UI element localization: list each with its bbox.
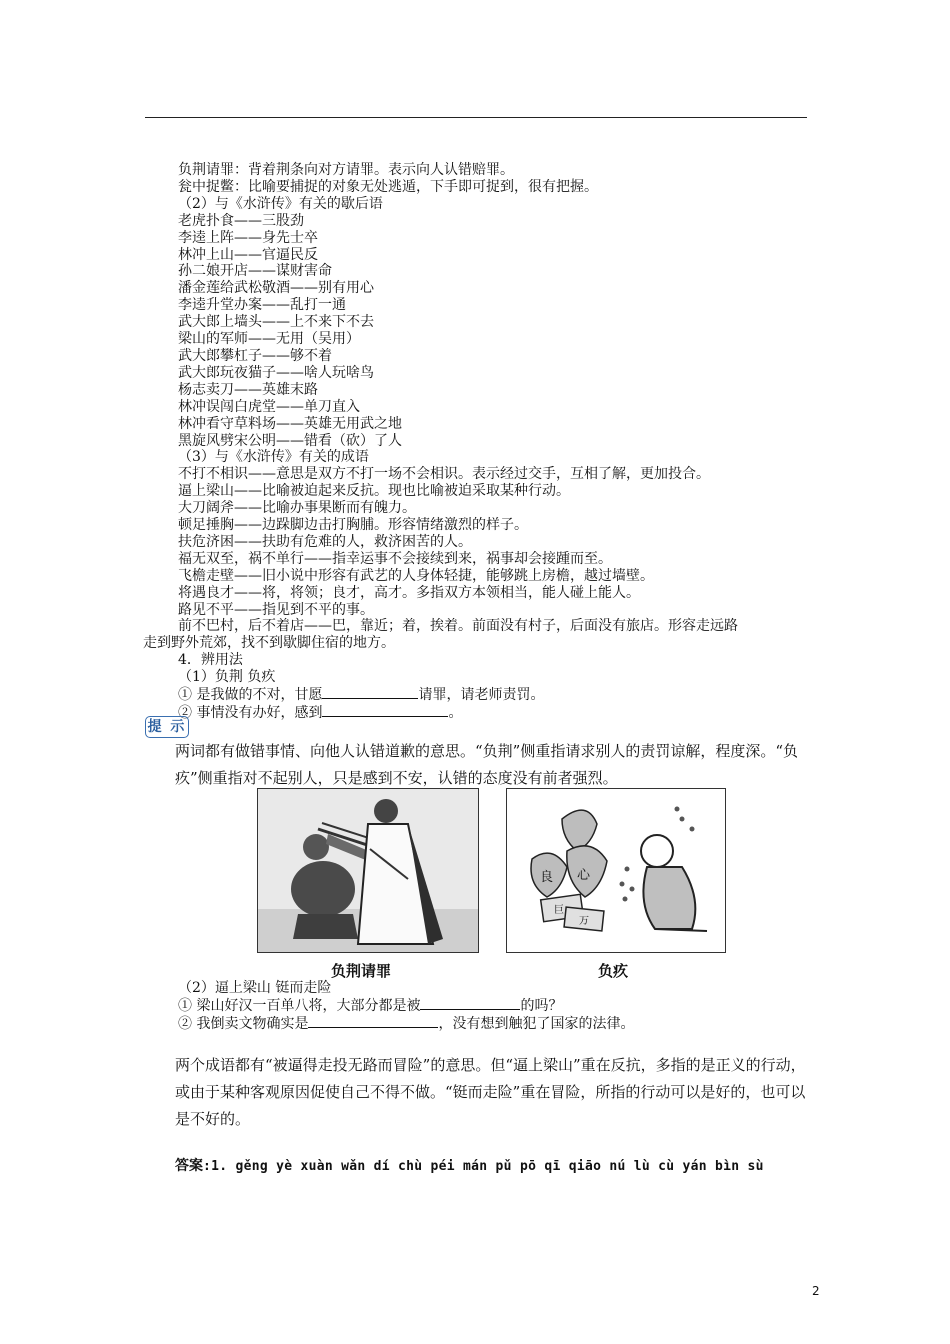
exercise-text: ② 我倒卖文物确实是 [178, 1015, 309, 1032]
exercise-line [178, 997, 818, 1015]
fujing-drawing [258, 789, 478, 952]
text-line: 路见不平——指见到不平的事。 [178, 601, 374, 618]
exercise-line [178, 686, 818, 704]
exercise-line [178, 704, 818, 722]
explain-text: 两个成语都有“被逼得走投无路而冒险”的意思。但“逼上梁山”重在反抗，多指的是正义的行动，或由于某种客观原因促使自己不得不做。“铤而走险”重在冒险，所指的行动可以是好的，也可以是不好的。 [175, 1056, 806, 1128]
header-rule [145, 117, 807, 118]
text-line: 负荆请罪：背着荆条向对方请罪。表示向人认错赔罪。 [178, 162, 514, 178]
tip-badge: 提 示 [145, 716, 189, 738]
caption-right: 负疚 [598, 962, 629, 980]
text-line: 孙二娘开店——谋财害命 [178, 263, 332, 280]
exercise-text: ② 事情没有办好，感到 [178, 705, 323, 721]
text-line: 瓮中捉鳖：比喻要捕捉的对象无处逃遁，下手即可捉到，很有把握。 [178, 178, 598, 195]
text-line: 李逵上阵——身先士卒 [178, 229, 318, 246]
section-heading: （2）逼上梁山 铤而走险 [178, 980, 332, 996]
exercise-text: 。 [448, 705, 463, 721]
text-line: 前不巴村，后不着店——巴，靠近；着，挨着。前面没有村子，后面没有旅店。形容走远路 [178, 618, 738, 635]
text-line: 梁山的军师——无用（吴用） [178, 331, 360, 348]
tip-paragraph [145, 738, 807, 792]
text-line: 福无双至，祸不单行——指幸运事不会接续到来，祸事却会接踵而至。 [178, 550, 612, 567]
text-line: 武大郎玩夜猫子——啥人玩啥鸟 [178, 364, 374, 381]
tip-text: 两词都有做错事情、向他人认错道歉的意思。“负荆”侧重指请求别人的责罚谅解，程度深。“负疚”侧重指对不起别人，只是感到不安，认错的态度没有前者强烈。 [175, 742, 799, 787]
explain-paragraph [145, 1052, 807, 1133]
page-number: 2 [812, 1284, 820, 1298]
text-line: 林冲误闯白虎堂——单刀直入 [178, 398, 360, 415]
exercise-text: ① 是我做的不对，甘愿 [178, 687, 323, 704]
text-line: 武大郎攀杠子——够不着 [178, 347, 332, 364]
text-line: 飞檐走壁——旧小说中形容有武艺的人身体轻捷，能够跳上房檐，越过墙壁。 [178, 567, 654, 584]
exercise-text: ① 梁山好汉一百单八将，大部分都是被 [178, 997, 421, 1014]
notes-body [143, 162, 818, 722]
text-line: 老虎扑食——三股劲 [178, 212, 304, 229]
text-line: 潘金莲给武松敬酒——别有用心 [178, 280, 374, 297]
fujiu-char: 心 [577, 868, 591, 883]
text-line: 不打不相识——意思是双方不打一场不会相识。表示经过交手，互相了解，更加投合。 [178, 466, 710, 483]
answer-blank[interactable] [420, 997, 520, 1010]
text-line: 走到野外荒郊，找不到歇脚住宿的地方。 [143, 635, 395, 652]
text-line: 黑旋风劈宋公明——错看（砍）了人 [178, 432, 402, 449]
fujiu-char: 万 [579, 916, 589, 927]
exercise-text: 的吗？ [520, 997, 563, 1014]
text-line: 林冲上山——官逼民反 [178, 246, 318, 263]
section-heading: （2）与《水浒传》有关的歇后语 [178, 195, 383, 212]
text-line: 大刀阔斧——比喻办事果断而有魄力。 [178, 500, 416, 517]
exercise-text: 请罪，请老师责罚。 [418, 687, 545, 704]
exercise-text: ，没有想到触犯了国家的法律。 [438, 1015, 635, 1032]
text-line: 李逵升堂办案——乱打一通 [178, 297, 346, 314]
fujiu-char: 巨 [554, 905, 564, 916]
answer-blank[interactable] [308, 1015, 438, 1028]
fujiu-drawing [507, 789, 725, 952]
text-line: 扶危济困——扶助有危难的人，救济困苦的人。 [178, 533, 472, 550]
section-heading: （3）与《水浒传》有关的成语 [178, 449, 369, 466]
text-line: 顿足捶胸——边跺脚边击打胸脯。形容情绪激烈的样子。 [178, 517, 528, 534]
answer-blank[interactable] [322, 704, 448, 717]
text-line: 将遇良才——将，将领；良才，高才。多指双方本领相当，能人碰上能人。 [178, 584, 640, 601]
text-line: 杨志卖刀——英雄末路 [178, 381, 318, 398]
answer-blank[interactable] [322, 686, 418, 699]
exercise-line [178, 1015, 818, 1033]
fujiu-char: 良 [540, 870, 554, 885]
section-heading: 4．辨用法 [178, 652, 243, 669]
text-line: 逼上梁山——比喻被迫起来反抗。现也比喻被迫采取某种行动。 [178, 483, 570, 500]
caption-left: 负荆请罪 [331, 962, 392, 980]
text-line: 林冲看守草料场——英雄无用武之地 [178, 415, 402, 432]
answer-pinyin: :1. gěng yè xuàn wǎn dí chù péi mán pǔ pō qī qiāo nú lù cù yán bìn sù [203, 1159, 764, 1174]
answer-label: 答案 [175, 1158, 203, 1174]
section-heading: （1）负荆 负疚 [178, 669, 276, 686]
exercise-2 [178, 980, 818, 1033]
illustration-fujing [257, 788, 479, 953]
illustration-fujiu [506, 788, 726, 953]
answer-line [175, 1155, 764, 1175]
text-line: 武大郎上墙头——上不来下不去 [178, 314, 374, 331]
